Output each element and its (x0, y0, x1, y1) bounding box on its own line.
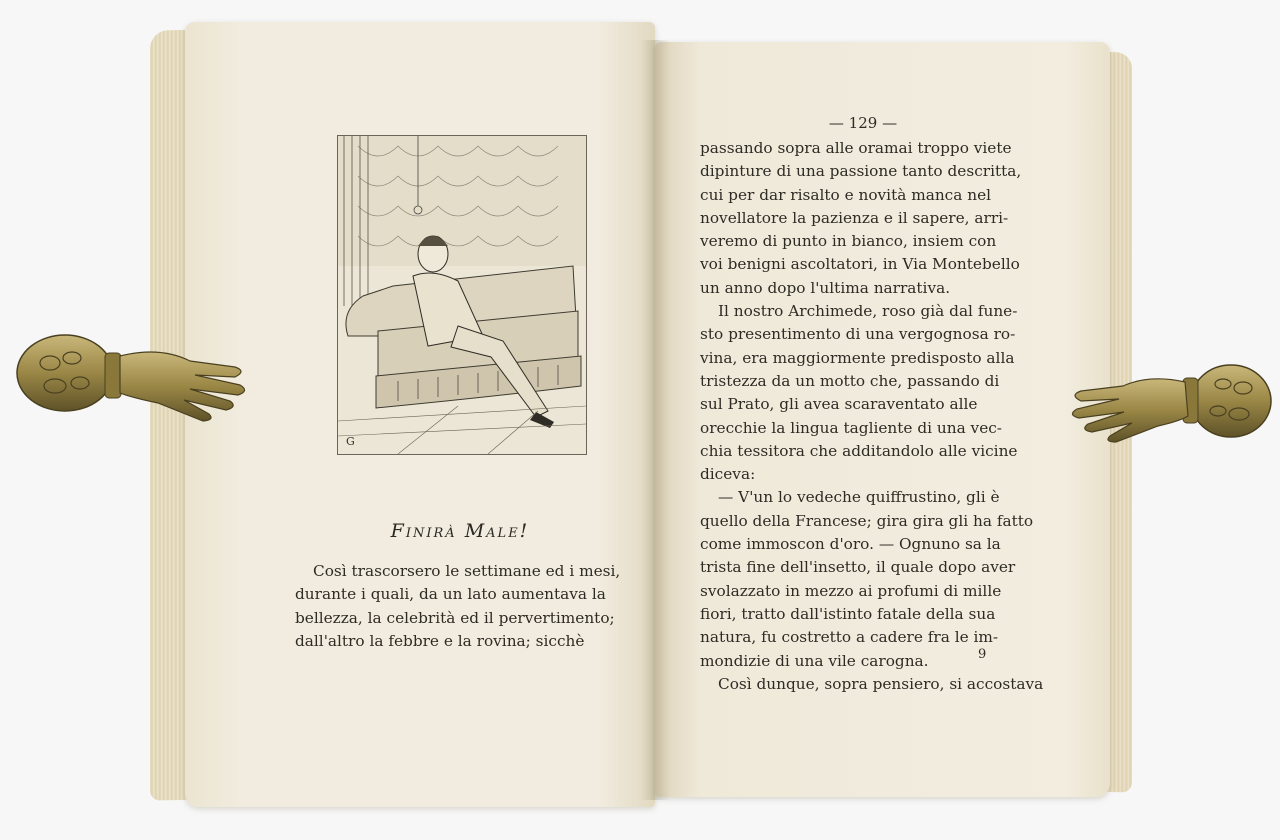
text-line: chia tessitora che additandolo alle vicine (700, 441, 1018, 460)
text-line: sul Prato, gli avea scaraventato alle (700, 395, 978, 414)
page-number: — 129 — (828, 114, 898, 132)
text-line: vina, era maggiormente predisposto alla (700, 348, 1015, 367)
text-line: passando sopra alle oramai troppo viete (700, 139, 1012, 157)
text-line: cui per dar risalto e novità manca nel (700, 185, 992, 204)
text-line: trista fine dell'insetto, il quale dopo aver (700, 558, 1016, 577)
engraving-drawing (338, 136, 586, 454)
text-line: quello della Francese; gira gira gli ha fatto (700, 511, 1034, 530)
book-gutter (640, 40, 670, 800)
text-line: sto presentimento di una vergognosa ro- (700, 325, 1016, 344)
text-line: mondizie di una vile carogna. (700, 651, 929, 670)
engraving-illustration (337, 135, 587, 455)
text-line: orecchie la lingua tagliente di una vec- (700, 418, 1002, 437)
text-line: durante i quali, da un lato aumentava la (295, 585, 606, 604)
text-line: — V'un lo vedeche quiffrustino, gli è (718, 488, 1000, 507)
text-line: natura, fu costretto a cadere fra le im- (700, 628, 999, 647)
text-line: Così dunque, sopra pensiero, si accostava (718, 674, 1044, 693)
text-line: tristezza da un motto che, passando di (700, 371, 1000, 390)
chapter-title: Finirà Male! (390, 520, 530, 542)
signature-mark: 9 (978, 647, 987, 662)
brass-hand-clip-right (1043, 356, 1275, 455)
hand-clip-icon (10, 328, 260, 438)
text-line: fiori, tratto dall'istinto fatale della sua (700, 604, 996, 623)
text-line: un anno dopo l'ultima narrativa. (700, 278, 951, 297)
text-line: dipinture di una passione tanto descritta, (700, 162, 1022, 181)
text-line: dall'altro la febbre e la rovina; sicchè (295, 631, 585, 650)
text-line: svolazzato in mezzo ai profumi di mille (700, 581, 1002, 600)
right-page-text (700, 137, 1044, 696)
illustration-signature: G (346, 435, 355, 448)
hand-clip-icon (1043, 356, 1275, 451)
brass-hand-clip-left (10, 328, 260, 442)
text-line: Così trascorsero le settimane ed i mesi, (313, 562, 621, 580)
text-line: novellatore la pazienza e il sapere, arri- (700, 208, 1009, 227)
text-line: diceva: (700, 465, 756, 484)
left-page-text (295, 560, 640, 653)
text-line: voi benigni ascoltatori, in Via Montebello (700, 255, 1020, 274)
text-line: bellezza, la celebrità ed il pervertimento; (295, 608, 615, 627)
text-line: Il nostro Archimede, roso già dal fune- (718, 302, 1018, 321)
text-line: come immoscon d'oro. — Ognuno sa la (700, 535, 1001, 554)
text-line: veremo di punto in bianco, insiem con (700, 232, 997, 251)
